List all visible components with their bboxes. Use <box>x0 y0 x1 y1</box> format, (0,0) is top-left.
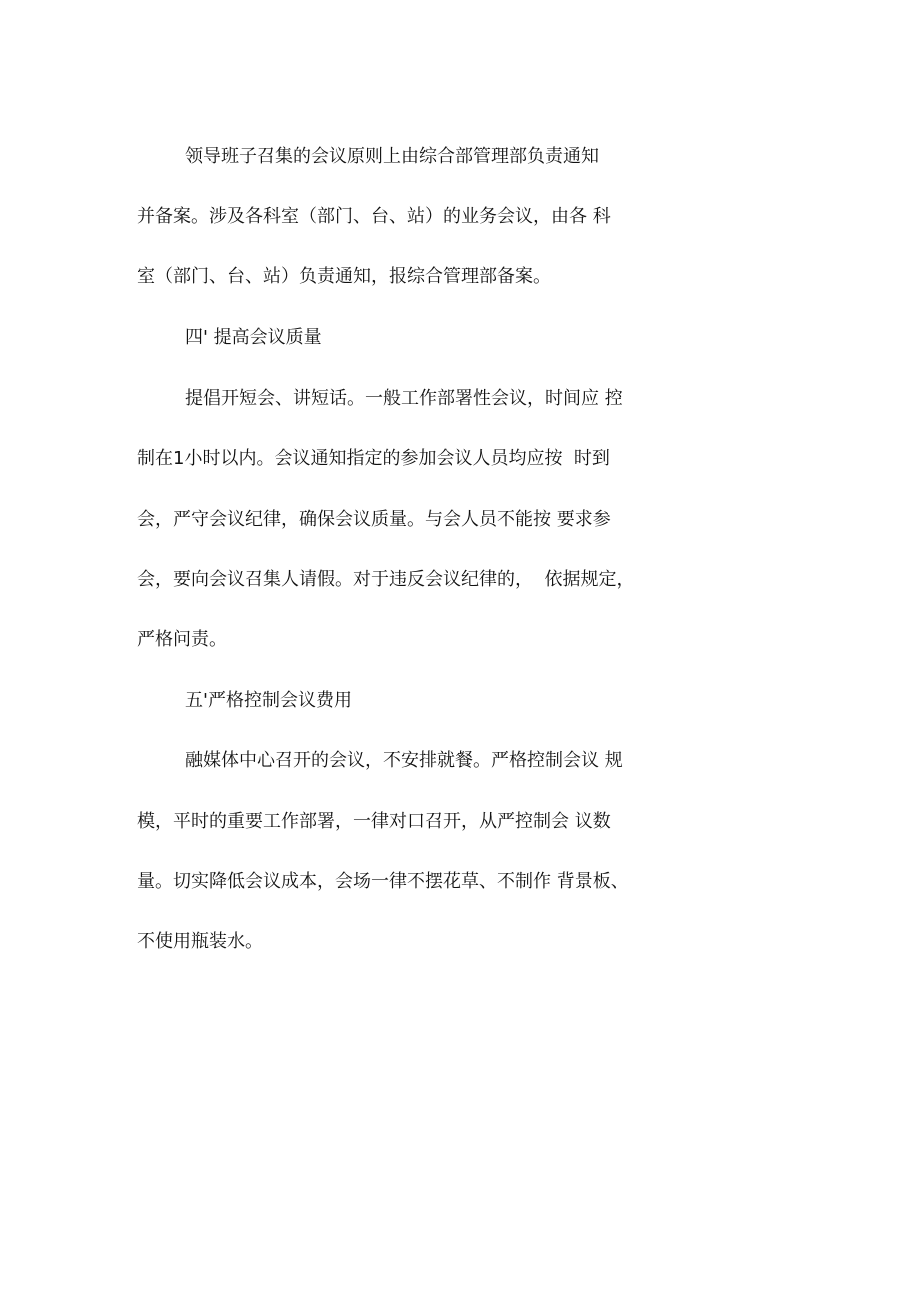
paragraph-line: 严格问责。 <box>137 629 227 650</box>
paragraph-line: 领导班子召集的会议原则上由综合部管理部负责通知 <box>185 146 599 167</box>
section-heading: 五'严格控制会议费用 <box>185 690 352 711</box>
paragraph-line: 量。切实降低会议成本，会场一律不摆花草、不制作 背景板、 <box>137 871 629 892</box>
paragraph-line: 融媒体中心召开的会议，不安排就餐。严格控制会议 规 <box>185 750 623 771</box>
paragraph-line: 模，平时的重要工作部署，一律对口召开，从严控制会 议数 <box>137 811 611 832</box>
paragraph-line: 并备案。涉及各科室（部门、台、站）的业务会议，由各 科 <box>137 206 611 227</box>
paragraph-line: 制在1小时以内。会议通知指定的参加会议人员均应按 时到 <box>137 448 610 469</box>
paragraph-line: 不使用瓶装水。 <box>137 931 263 952</box>
paragraph-line: 提倡开短会、讲短话。一般工作部署性会议，时间应 控 <box>185 388 623 409</box>
paragraph-line: 室（部门、台、站）负责通知，报综合管理部备案。 <box>137 266 551 287</box>
paragraph-line: 会，严守会议纪律，确保会议质量。与会人员不能按 要求参 <box>137 509 611 530</box>
section-heading: 四' 提高会议质量 <box>185 327 322 348</box>
paragraph-line: 会，要向会议召集人请假。对于违反会议纪律的， 依据规定， <box>137 569 635 590</box>
